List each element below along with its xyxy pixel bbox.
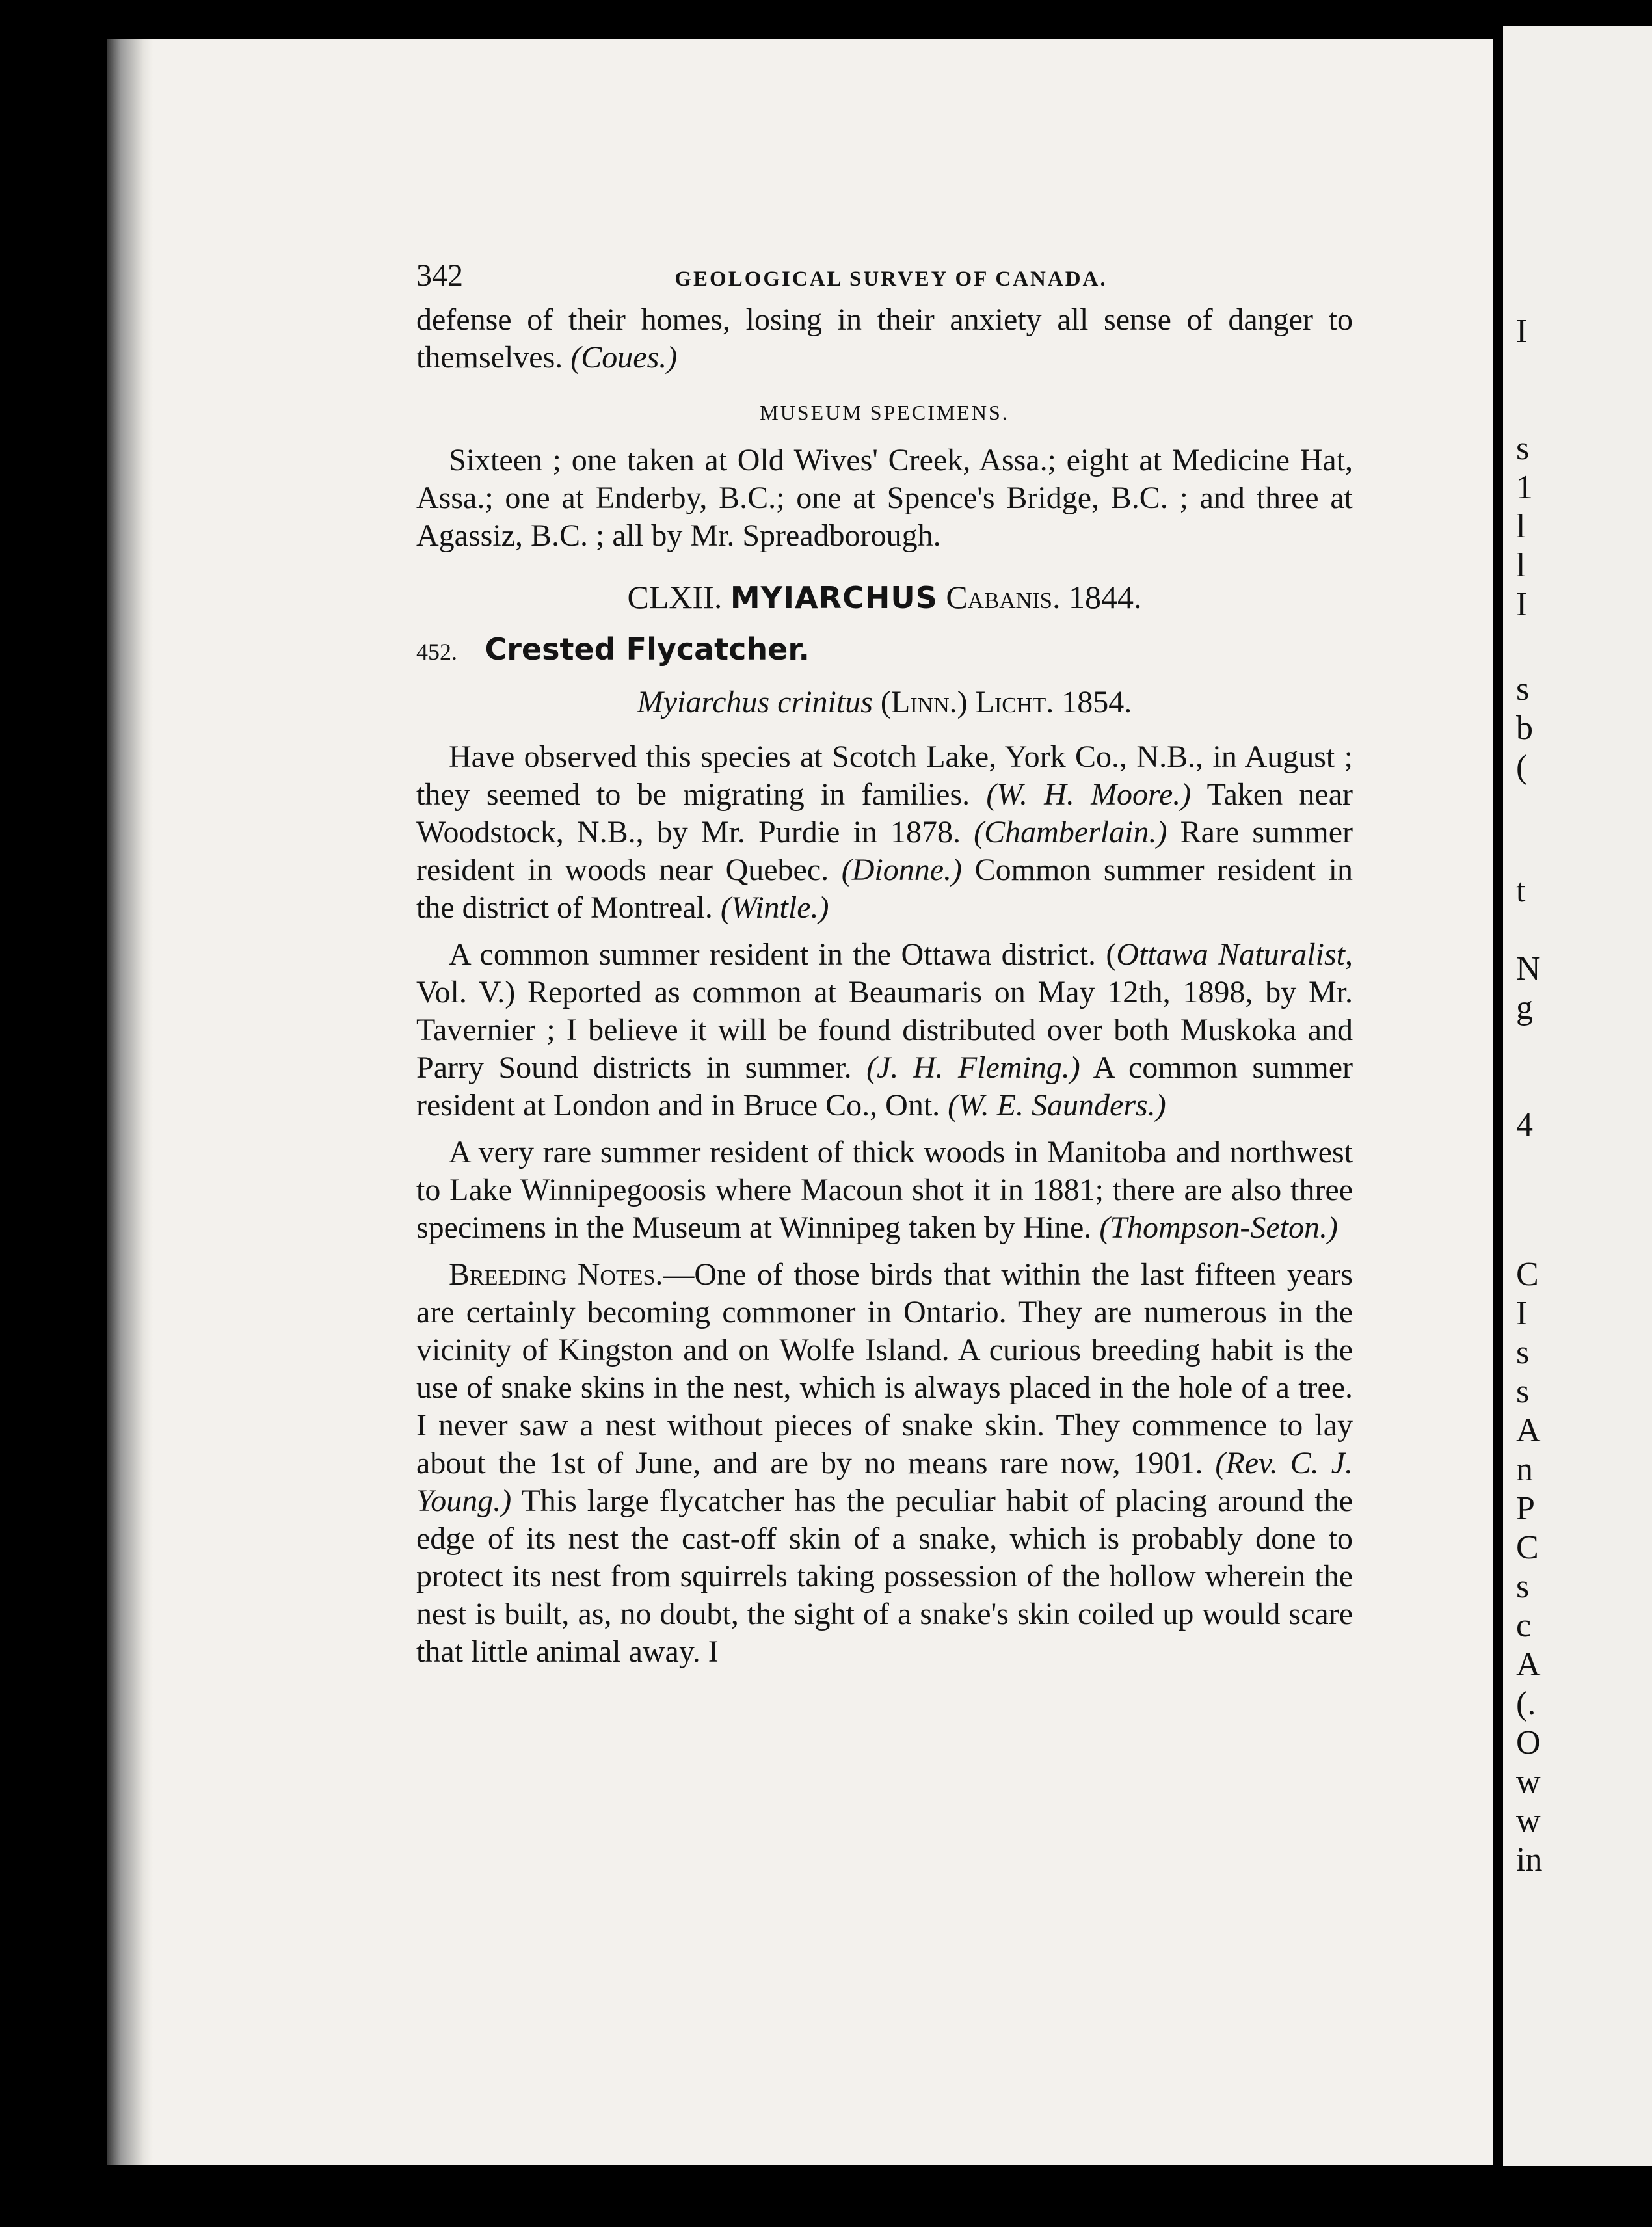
citation: (Wintle.) <box>720 890 829 925</box>
running-head <box>416 257 1353 296</box>
museum-specimens-text: Sixteen ; one taken at Old Wives' Creek, Assa.; eight at Medicine Hat, Assa.; one at Enderby, B.C.; one at Spence's Bridge, B.C. ; and three at Agassiz, B.C. ; all by Mr. Spreadborough. <box>416 443 1353 553</box>
paragraph-text: , Vol. V.) Reported as common at Beaumaris on May 12th, 1898, by Mr. Tavernier ; I believe it will be found distributed over both Muskoka and Parry Sound districts in summer. <box>416 937 1353 1085</box>
facing-page-fragment: 4 <box>1516 1106 1533 1143</box>
facing-page-fragment: c <box>1516 1607 1532 1644</box>
authority: Licht. <box>975 685 1054 719</box>
scientific-name: Myiarchus crinitus <box>637 685 873 719</box>
paragraph-text: Taken near Woodstock, N.B., by Mr. Purdie in 1878. <box>416 777 1353 849</box>
facing-page-fragment: N <box>1516 950 1541 987</box>
facing-page-fragment: n <box>1516 1451 1533 1488</box>
facing-page-fragment: O <box>1516 1724 1541 1761</box>
paragraph-text: A common summer resident at London and in Bruce Co., Ont. <box>416 1050 1353 1123</box>
species-heading <box>416 630 1353 671</box>
citation: (Dionne.) <box>841 853 963 887</box>
citation: (Coues.) <box>570 340 678 375</box>
page-spine <box>1493 20 1503 2166</box>
genus-year: 1844. <box>1068 579 1142 615</box>
authority-paren: (Linn.) <box>880 685 968 719</box>
facing-page-fragment: w <box>1516 1763 1541 1800</box>
authority-year: 1854. <box>1061 685 1132 719</box>
facing-page-fragment: b <box>1516 710 1533 747</box>
breeding-notes-label: Breeding Notes. <box>449 1257 663 1292</box>
facing-page-fragment: s <box>1516 1568 1530 1605</box>
genus-heading <box>416 578 1353 617</box>
paragraph-text: Rare summer resident in woods near Quebec. <box>416 815 1353 887</box>
facing-page-fragment: w <box>1516 1802 1541 1839</box>
gutter-shadow <box>107 39 153 2165</box>
citation: (W. H. Moore.) <box>986 777 1192 812</box>
facing-page-fragment: s <box>1516 671 1530 708</box>
paragraph-breeding-notes <box>416 1256 1353 1671</box>
paragraph-text: A very rare summer resident of thick woods in Manitoba and northwest to Lake Winnipegoosis where Macoun shot it in 1881; there are also three specimens in the Museum at Winnipeg taken by Hine. <box>416 1135 1353 1245</box>
continued-paragraph <box>416 301 1353 377</box>
paragraph-text: Have observed this species at Scotch Lake, York Co., N.B., in August ; they seemed to be migrating in families. <box>416 740 1353 812</box>
facing-page-fragment: 1 <box>1516 469 1533 506</box>
species-common-name: Crested Flycatcher. <box>485 632 810 667</box>
paragraph-observations <box>416 738 1353 927</box>
citation: (Chamberlain.) <box>974 815 1167 849</box>
facing-page-fragment: in <box>1516 1841 1543 1878</box>
scientific-name-line <box>416 684 1353 721</box>
journal-title: GEOLOGICAL SURVEY OF CANADA. <box>674 267 1108 291</box>
facing-page-fragment: C <box>1516 1256 1539 1293</box>
facing-page-fragment: (. <box>1516 1685 1536 1722</box>
facing-page-fragment: s <box>1516 430 1530 467</box>
genus-numeral: CLXII. <box>627 579 723 615</box>
citation: (Rev. C. J. Young.) <box>416 1446 1353 1518</box>
paragraph-text: A common summer resident in the Ottawa district. ( <box>449 937 1117 972</box>
facing-page-fragment: ( <box>1516 749 1528 786</box>
paragraph-manitoba <box>416 1134 1353 1247</box>
species-number: 452. <box>416 639 457 665</box>
facing-page-fragment: I <box>1516 313 1528 350</box>
genus-name: MYIARCHUS <box>730 580 938 615</box>
facing-page-fragment: C <box>1516 1529 1539 1566</box>
paragraph-text: defense of their homes, losing in their anxiety all sense of danger to themselves. <box>416 302 1353 375</box>
facing-page-edge <box>1503 26 1652 2166</box>
paragraph-text: Common summer resident in the district of Montreal. <box>416 853 1353 925</box>
page-number: 342 <box>416 258 463 293</box>
facing-page-fragment: t <box>1516 872 1526 909</box>
citation: (J. H. Fleming.) <box>866 1050 1080 1085</box>
paragraph-ottawa <box>416 936 1353 1125</box>
genus-author: Cabanis. <box>946 579 1061 615</box>
paragraph-text: —One of those birds that within the last fifteen years are certainly becoming commoner in Ontario. They are numerous in the vicinity of Kingston and on Wolfe Island. A curious breeding habit is the use of snake skins in the nest, which is always placed in the hole of a tree. I never saw a nest without pieces of snake skin. They commence to lay about the 1st of June, and are by no means rare now, 1901. <box>416 1257 1353 1480</box>
citation: (W. E. Saunders.) <box>948 1088 1166 1123</box>
page-text <box>416 257 1353 1671</box>
facing-page-fragment: l <box>1516 508 1526 545</box>
facing-page-fragment: P <box>1516 1490 1535 1527</box>
citation: Ottawa Naturalist <box>1116 937 1345 972</box>
facing-page-fragment: A <box>1516 1646 1541 1683</box>
facing-page-fragment: s <box>1516 1334 1530 1371</box>
citation: (Thompson-Seton.) <box>1099 1210 1338 1245</box>
facing-page-fragment: A <box>1516 1412 1541 1449</box>
facing-page-fragment: s <box>1516 1373 1530 1410</box>
facing-page-fragment: g <box>1516 989 1533 1026</box>
facing-page-fragment: I <box>1516 1295 1528 1332</box>
facing-page-fragment: I <box>1516 586 1528 623</box>
section-heading: MUSEUM SPECIMENS. <box>760 401 1009 424</box>
paragraph-text: This large flycatcher has the peculiar habit of placing around the edge of its nest the cast-off skin of a snake, which is probably done to protect its nest from squirrels taking possession of the hollow wherein the nest is built, as, no doubt, the sight of a snake's skin coiled up would scare that little animal away. I <box>416 1484 1353 1669</box>
facing-page-fragment: l <box>1516 547 1526 584</box>
